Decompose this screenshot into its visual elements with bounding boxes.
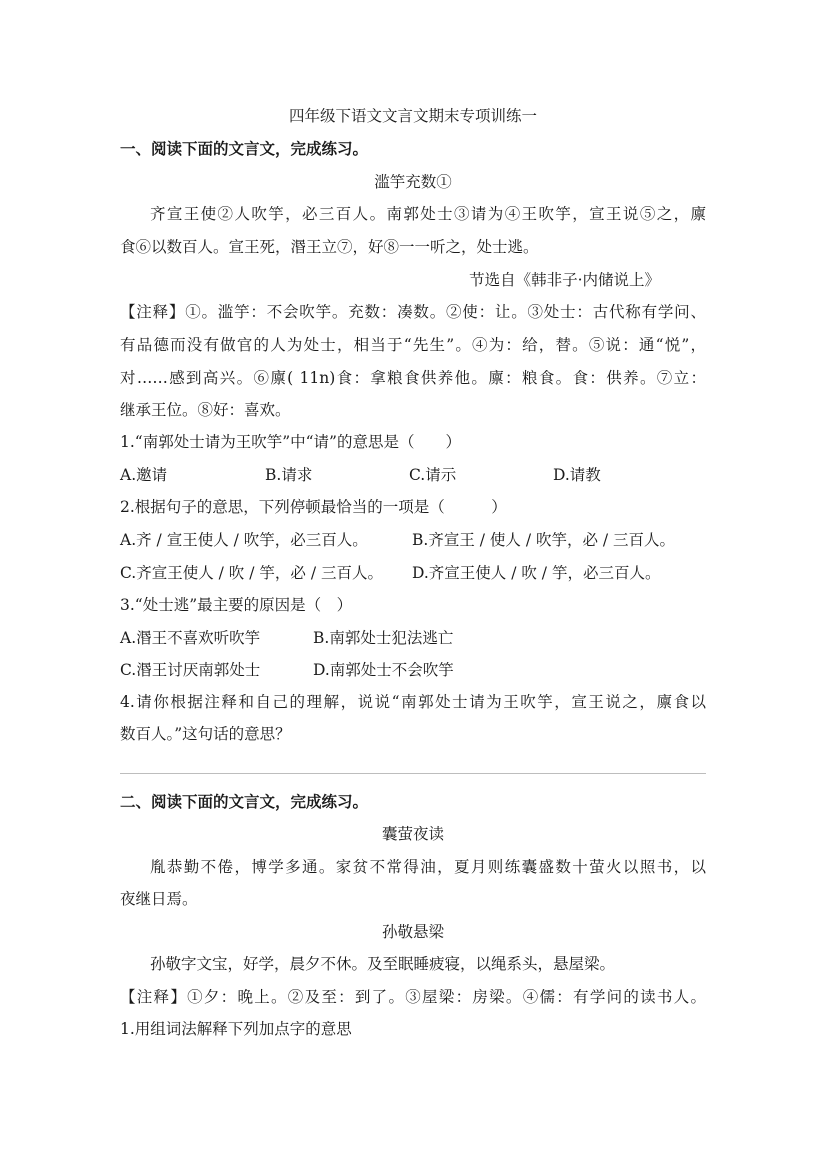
q3-option-c: C.湣王讨厌南郭处士 bbox=[120, 661, 261, 679]
q3-option-b: B.南郭处士犯法逃亡 bbox=[313, 629, 454, 647]
nangying-line-2: 夜继日焉。 bbox=[120, 890, 198, 908]
passage-line-2: 食⑥以数百人。宣王死，湣王立⑦，好⑧一一听之，处士逃。 bbox=[120, 238, 539, 256]
q1-option-c: C.请示 bbox=[409, 466, 457, 484]
q2-option-a: A.齐 / 宣王使人 / 吹竽，必三百人。 bbox=[120, 531, 368, 549]
passage-source: 节选自《韩非子·内储说上》 bbox=[469, 271, 660, 289]
sunjing-line: 孙敬字文宝，好学，晨夕不休。及至眠睡疲寝，以绳系头，悬屋梁。 bbox=[150, 955, 616, 973]
question-4-line-1: 4.请你根据注释和自己的理解，说说“南郭处士请为王吹竽，宣王说之，廪食以 bbox=[120, 693, 706, 711]
notes-line-1: 【注释】①。滥竽：不会吹竽。充数：凑数。②使：让。③处士：古代称有学问、 bbox=[120, 303, 706, 321]
section-divider bbox=[120, 773, 706, 774]
section1-heading: 一、阅读下面的文言文，完成练习。 bbox=[120, 140, 369, 158]
passage-title-sunjing: 孙敬悬梁 bbox=[381, 923, 444, 941]
question-2: 2.根据句子的意思，下列停顿最恰当的一项是（ ） bbox=[120, 498, 507, 516]
q3-option-d: D.南郭处士不会吹竽 bbox=[313, 661, 454, 679]
section2-question-1: 1.用组词法解释下列加点字的意思 bbox=[120, 1020, 352, 1038]
passage-title-lanyu: 滥竽充数① bbox=[374, 173, 452, 191]
q2-option-c: C.齐宣王使人 / 吹 / 竽，必 / 三百人。 bbox=[120, 564, 383, 582]
passage-title-nangying: 囊萤夜读 bbox=[381, 825, 444, 843]
section2-heading: 二、阅读下面的文言文，完成练习。 bbox=[120, 793, 369, 811]
doc-title: 四年级下语文文言文期末专项训练一 bbox=[288, 107, 537, 125]
q1-option-d: D.请教 bbox=[553, 466, 601, 484]
question-3: 3.“处士逃”最主要的原因是（ ） bbox=[120, 596, 353, 614]
q2-option-b: B.齐宣王 / 使人 / 吹竽，必 / 三百人。 bbox=[412, 531, 676, 549]
q1-option-a: A.邀请 bbox=[120, 466, 168, 484]
nangying-line-1: 胤恭勤不倦，博学多通。家贫不常得油，夏月则练囊盛数十萤火以照书，以 bbox=[150, 858, 706, 876]
notes-line-3: 对……感到高兴。⑥廪( 11n)食：拿粮食供养他。廪：粮食。食：供养。⑦立： bbox=[120, 369, 706, 387]
section2-notes: 【注释】①夕：晚上。②及至：到了。③屋梁：房梁。④儒：有学问的读书人。 bbox=[120, 988, 706, 1006]
q1-option-b: B.请求 bbox=[265, 466, 313, 484]
q3-option-a: A.湣王不喜欢听吹竽 bbox=[120, 629, 261, 647]
passage-line-1: 齐宣王使②人吹竽，必三百人。南郭处士③请为④王吹竽，宣王说⑤之，廪 bbox=[150, 205, 706, 223]
q2-option-d: D.齐宣王使人 / 吹 / 竽，必三百人。 bbox=[412, 564, 661, 582]
question-1: 1.“南郭处士请为王吹竽”中“请”的意思是（ ） bbox=[120, 433, 461, 451]
question-4-line-2: 数百人。”这句话的意思？ bbox=[120, 725, 291, 743]
notes-line-4: 继承王位。⑧好：喜欢。 bbox=[120, 401, 291, 419]
notes-line-2: 有品德而没有做官的人为处士，相当于“先生”。④为：给，替。⑤说：通“悦”， bbox=[120, 336, 706, 354]
